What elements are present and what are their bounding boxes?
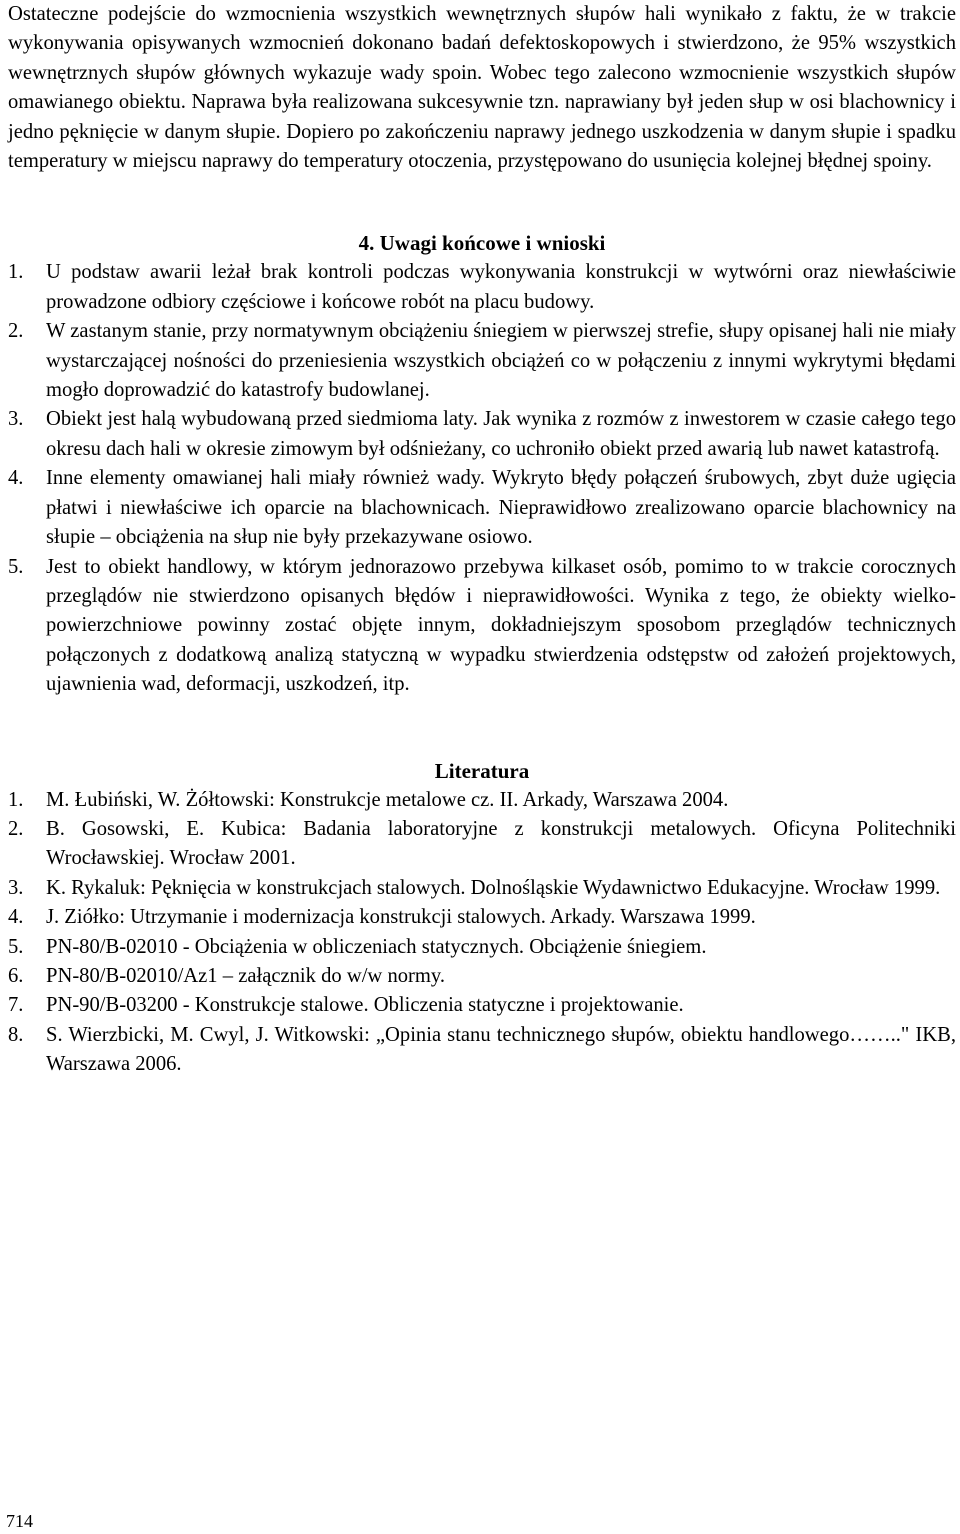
conclusion-item (8, 258, 956, 317)
conclusion-number: 4. (8, 467, 24, 490)
reference-number: 3. (8, 876, 24, 899)
conclusions-list (8, 258, 956, 699)
reference-number: 7. (8, 994, 24, 1017)
conclusion-item (8, 405, 956, 464)
conclusion-number: 2. (8, 320, 24, 343)
reference-item (8, 874, 956, 903)
reference-number: 1. (8, 788, 24, 811)
reference-item (8, 1021, 956, 1080)
conclusion-number: 1. (8, 261, 24, 284)
conclusion-text: U podstaw awarii leżał brak kontroli podczas wykonywania konstrukcji w wytwórni oraz niewłaściwie prowadzone odbiory częściowe i końcowe robót na placu budowy. (46, 261, 956, 313)
reference-item (8, 991, 956, 1020)
reference-text: PN-80/B-02010 - Obciążenia w obliczeniach statycznych. Obciążenie śniegiem. (46, 935, 707, 958)
section-heading-conclusions: 4. Uwagi końcowe i wnioski (358, 231, 606, 256)
reference-text: PN-80/B-02010/Az1 – załącznik do w/w normy. (46, 964, 446, 987)
reference-text: S. Wierzbicki, M. Cwyl, J. Witkowski: „Opinia stanu technicznego słupów, obiektu handlowego…….." IKB, Warszawa 2006. (46, 1023, 956, 1076)
conclusion-number: 5. (8, 555, 24, 578)
conclusion-item (8, 317, 956, 405)
reference-item (8, 815, 956, 874)
page-number: 714 (6, 1511, 33, 1531)
conclusion-text: Jest to obiekt handlowy, w którym jednorazowo przebywa kilkaset osób, pomimo to w trakcie corocznych przeglądów nie stwierdzono opisanych błędów i nieprawidłowości. Wynika z tego, że obiekty wielko-powierzchniowe powinny zostać objęte innym, dokładniejszym sposobom przeglądów technicznych połączonych z dodatkową analizą statyczną w wypadku stwierdzenia odstępstw od założeń projektowych, ujawnienia wad, deformacji, uszkodzeń, itp. (46, 555, 956, 696)
conclusion-number: 3. (8, 408, 24, 431)
reference-number: 6. (8, 964, 24, 987)
reference-number: 4. (8, 906, 24, 929)
reference-number: 2. (8, 817, 24, 840)
section-heading-literature: Literatura (434, 758, 530, 783)
reference-text: PN-90/B-03200 - Konstrukcje stalowe. Obliczenia statyczne i projektowanie. (46, 994, 684, 1017)
reference-number: 8. (8, 1023, 24, 1046)
conclusion-item (8, 464, 956, 552)
references-list (8, 786, 956, 1080)
reference-item (8, 786, 956, 815)
conclusion-item (8, 553, 956, 700)
document-page (8, 0, 956, 1080)
intro-paragraph: Ostateczne podejście do wzmocnienia wszystkich wewnętrznych słupów hali wynikało z faktu, że w trakcie wykonywania opisywanych wzmocnień dokonano badań defektoskopowych i stwierdzono, że 95% wszystkich wewnętrznych słupów głównych wykazuje wady spoin. Wobec tego zalecono wzmocnienie wszystkich słupów omawianego obiektu. Naprawa była realizowana sukcesywnie tzn. naprawiany był jeden słup w osi blachownicy i jedno pęknięcie w danym słupie. Dopiero po zakończeniu naprawy jednego uszkodzenia w danym słupie i spadku temperatury w miejscu naprawy do temperatury otoczenia, przystępowano do usunięcia kolejnej błędnej spoiny. (8, 3, 956, 173)
conclusion-text: Obiekt jest halą wybudowaną przed siedmioma laty. Jak wynika z rozmów z inwestorem w czasie całego tego okresu dach hali w okresie zimowym był odśnieżany, co uchroniło obiekt przed awarią lub nawet katastrofą. (46, 408, 956, 460)
conclusion-text: W zastanym stanie, przy normatywnym obciążeniu śniegiem w pierwszej strefie, słupy opisanej hali nie miały wystarczającej nośności do przeniesienia wszystkich obciążeń co w połączeniu z innymi wykrytymi błędami mogło doprowadzić do katastrofy budowlanej. (46, 320, 956, 402)
reference-number: 5. (8, 935, 24, 958)
reference-item (8, 962, 956, 991)
reference-item (8, 933, 956, 962)
reference-text: B. Gosowski, E. Kubica: Badania laboratoryjne z konstrukcji metalowych. Oficyna Politechniki Wrocławskiej. Wrocław 2001. (46, 817, 956, 870)
conclusion-text: Inne elementy omawianej hali miały również wady. Wykryto błędy połączeń śrubowych, zbyt duże ugięcia płatwi i niewłaściwe ich oparcie na blachownicach. Nieprawidłowo zrealizowano oparcie blachownicy na słupie – obciążenia na słup nie były przekazywane osiowo. (46, 467, 956, 549)
reference-text: J. Ziółko: Utrzymanie i modernizacja konstrukcji stalowych. Arkady. Warszawa 1999. (46, 906, 756, 929)
reference-item (8, 903, 956, 932)
reference-text: K. Rykaluk: Pęknięcia w konstrukcjach stalowych. Dolnośląskie Wydawnictwo Edukacyjne. Wrocław 1999. (46, 876, 941, 899)
reference-text: M. Łubiński, W. Żółtowski: Konstrukcje metalowe cz. II. Arkady, Warszawa 2004. (46, 788, 729, 811)
